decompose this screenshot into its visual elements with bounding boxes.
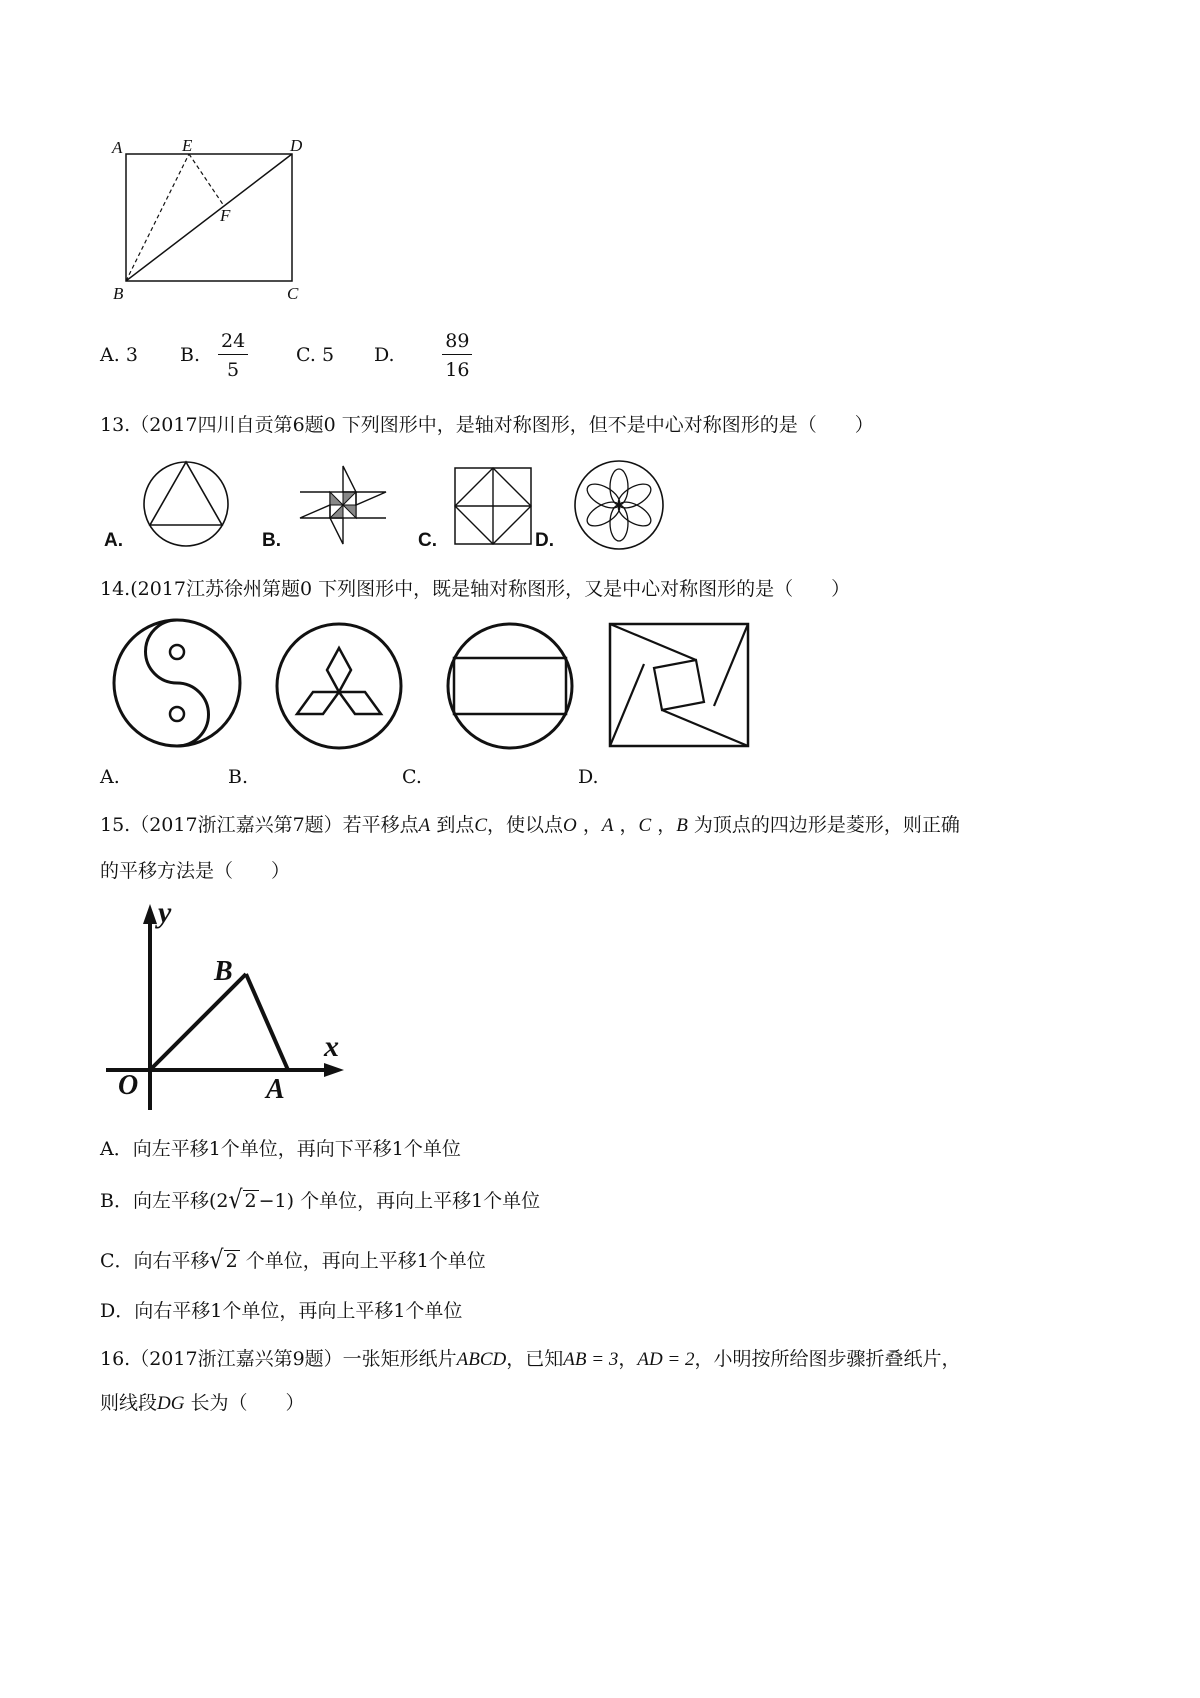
- q15-segment-ba: [246, 974, 288, 1070]
- q12-option-d-label: D.: [374, 344, 395, 366]
- q12-option-b-fraction: $\frac{24}{5}$: [218, 330, 248, 381]
- q16-stem-line1: 16.（2017浙江嘉兴第9题）一张矩形纸片ABCD，已知AB = 3，AD = 2，小明按所给图步骤折叠纸片，: [100, 1348, 961, 1370]
- q15-option-d: D．向右平移1个单位，再向上平移1个单位: [100, 1300, 463, 1322]
- q13-figure-c: [453, 466, 535, 548]
- q16-eq-ad: AD = 2: [637, 1349, 695, 1370]
- q12-label-e: E: [182, 136, 193, 155]
- q15-segment-ob: [150, 974, 246, 1070]
- q12-option-c: C. 5: [296, 344, 335, 366]
- q15-figure: [100, 900, 370, 1120]
- q13-option-label-a: A.: [104, 530, 123, 551]
- q15-label-a: A: [266, 1074, 285, 1105]
- q12-label-c: C: [287, 284, 299, 303]
- q12-label-f: F: [220, 206, 231, 225]
- q13-stem: 13.（2017四川自贡第6题0 下列图形中，是轴对称图形，但不是中心对称图形的是（ ）: [100, 414, 874, 436]
- q14-figure-d: [604, 620, 752, 750]
- q15-point-a: A: [418, 815, 431, 836]
- q13-option-label-c: C.: [418, 530, 437, 551]
- q15-y-arrow: [143, 904, 157, 924]
- q12-option-a: A. 3: [100, 344, 138, 366]
- q14-figure-b: [273, 620, 405, 752]
- q15-label-b: B: [214, 956, 233, 987]
- q13-figure-b: [296, 464, 390, 546]
- q12-dashed-ef: [189, 154, 224, 206]
- q15-option-c: C．向右平移√ 2 个单位，再向上平移1个单位: [100, 1246, 486, 1275]
- q15-stem-line2: 的平移方法是（ ）: [100, 860, 291, 882]
- q15-point-c: C: [474, 815, 488, 836]
- q12-option-b-label: B.: [180, 344, 201, 366]
- q12-dashed-be: [126, 154, 189, 281]
- q16-stem-line2: 则线段DG 长为（ ）: [100, 1392, 305, 1414]
- q14-stem: 14.(2017江苏徐州第题0 下列图形中，既是轴对称图形，又是中心对称图形的是（ ）: [100, 578, 851, 600]
- q14-option-label-d: D.: [578, 766, 599, 788]
- q14-option-label-a: A.: [100, 766, 120, 788]
- q16-rect-name: ABCD: [456, 1349, 507, 1370]
- q12-options: [100, 330, 470, 390]
- q14-option-label-c: C.: [402, 766, 422, 788]
- q15-option-b-sqrt: 2: [244, 1190, 257, 1212]
- q16-eq-ab: AB = 3: [563, 1349, 619, 1370]
- q13-option-label-b: B.: [262, 530, 281, 551]
- q14-option-label-b: B.: [228, 766, 249, 788]
- q16-segment-dg: DG: [157, 1393, 185, 1414]
- q15-option-a: A．向左平移1个单位，再向下平移1个单位: [100, 1138, 461, 1160]
- q15-label-o: O: [118, 1070, 139, 1101]
- q15-x-arrow: [324, 1063, 344, 1077]
- q12-figure: [100, 140, 340, 330]
- q15-label-x: x: [324, 1030, 339, 1063]
- q15-stem-line1: 15.（2017浙江嘉兴第7题）若平移点A 到点C，使以点O ，A ，C ，B 为顶点的四边形是菱形，则正确: [100, 814, 960, 836]
- q12-label-d: D: [290, 136, 303, 155]
- q15-option-c-sqrt: 2: [225, 1250, 238, 1272]
- q14-figure-a: [110, 616, 244, 750]
- q12-diagonal-bd: [126, 154, 292, 281]
- q13-figure-d: [572, 458, 666, 552]
- q15-point-b: B: [676, 815, 688, 836]
- q15-label-y: y: [158, 896, 172, 929]
- q12-label-b: B: [113, 284, 124, 303]
- q13-option-label-d: D.: [535, 530, 554, 551]
- q15-option-b: B．向左平移(2√ 2 −1) 个单位，再向上平移1个单位: [100, 1186, 541, 1215]
- q12-option-d-fraction: $\frac{89}{16}$: [442, 330, 472, 381]
- q14-figure-c: [444, 620, 576, 752]
- q13-figure-a: [140, 458, 232, 550]
- q15-point-o: O: [563, 815, 577, 836]
- q12-label-a: A: [112, 138, 123, 157]
